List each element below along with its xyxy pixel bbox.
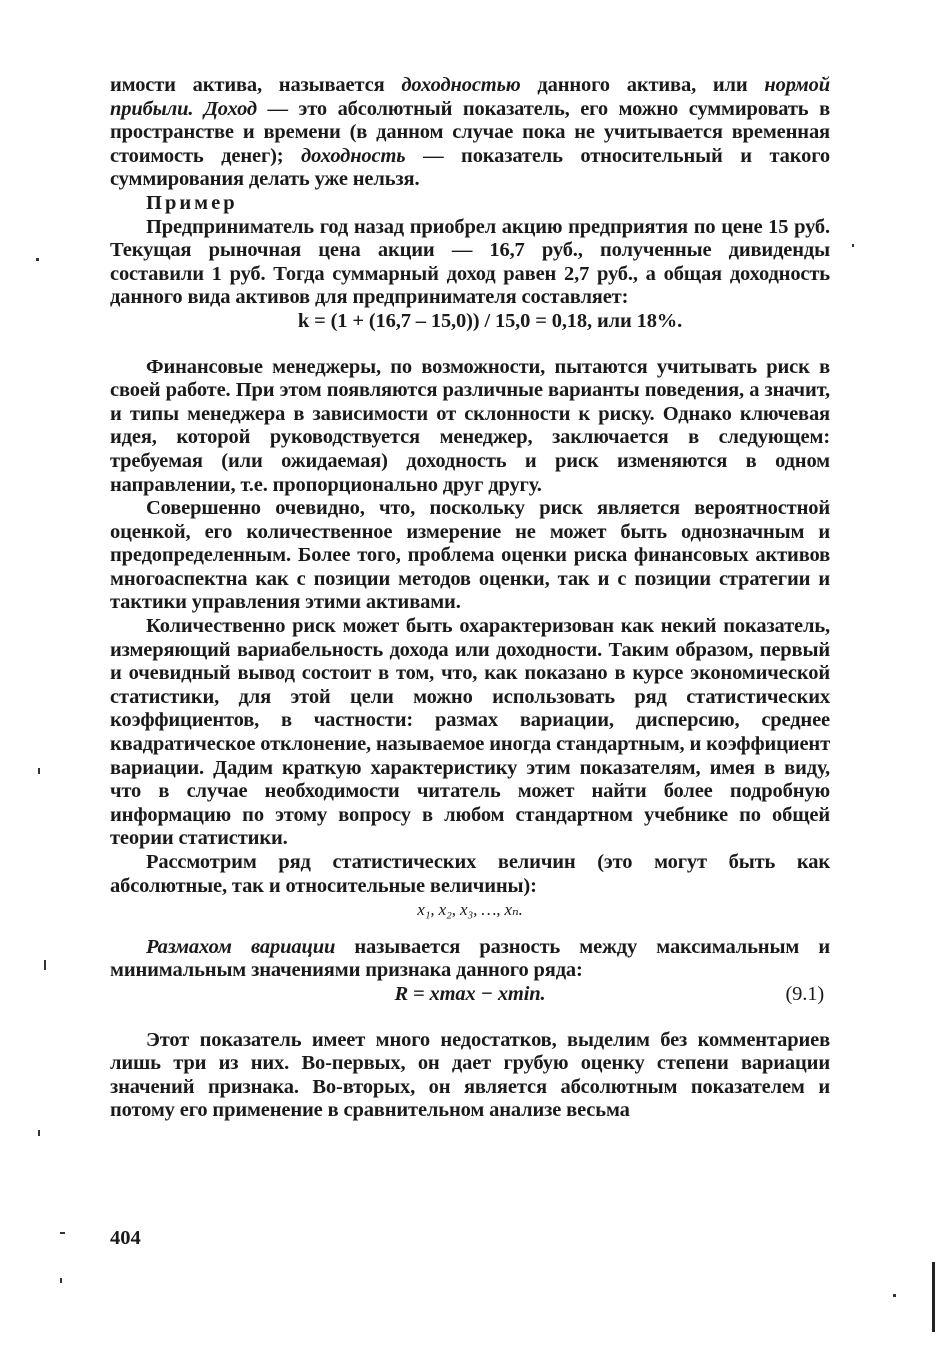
paragraph-1 xyxy=(110,74,830,192)
term-dokhodnost: доходность xyxy=(301,144,406,167)
term-dokhodnost: доходностью xyxy=(401,74,521,96)
paragraph-4: Совершенно очевидно, что, поскольку риск является вероятностной оценкой, его количественное измерение не может быть однозначным и предопределенным. Более того, проблема оценки риска финансовых активов многоаспектна как с позиции методов оценки, так и с позиции стратегии и тактики управления этими активами. xyxy=(110,497,830,614)
paragraph-6: Рассмотрим ряд статистических величин (это могут быть как абсолютные, так и относительные величины): xyxy=(110,851,830,897)
page-text xyxy=(110,74,830,1123)
scan-dot xyxy=(36,258,39,261)
term-norma-pribyli: нормой прибыли. Доход xyxy=(110,74,831,120)
scan-dot xyxy=(38,768,40,774)
scan-edge xyxy=(932,1262,935,1332)
text-run: имости актива, называется xyxy=(110,74,402,96)
term-razmakh-variatsii: Размахом вариации xyxy=(146,935,336,958)
paragraph-7 xyxy=(110,936,830,983)
formula-k xyxy=(110,310,830,334)
equation-number: (9.1) xyxy=(785,982,824,1005)
text-run: — это абсолютный показатель, его можно суммировать в пространстве и времени (в данном случае пока не учитывается временная стоимость денег); xyxy=(110,97,830,167)
paragraph-5: Количественно риск может быть охарактеризован как некий показатель, измеряющий вариабельность дохода или доходности. Таким образом, первый и очевидный вывод состоит в том, что, как показано в курсе экономической статистики, для этой цели можно использовать ряд статистических коэффициентов, в частности: размах вариации, дисперсию, среднее квадратическое отклонение, называемое иногда стандартным, и коэффициент вариации. Дадим краткую характеристику этим показателям, имея в виду, что в случае необходимости читатель может найти более подробную информацию по этому вопросу в любом стандартном учебнике по общей теории статистики. xyxy=(110,615,831,850)
text-run: данного актива, или xyxy=(520,74,765,96)
scan-dot xyxy=(852,244,854,247)
formula-sequence: x₁, x₂, x₃, …, xₙ. xyxy=(417,900,523,920)
formula-r-text: R = xmax − xmin. xyxy=(394,982,546,1005)
text-run: называется разность между максимальным и минимальным значениями признака данного ряда: xyxy=(110,935,830,982)
scan-dot xyxy=(44,960,46,970)
scan-dot xyxy=(60,1278,62,1283)
paragraph-3: Финансовые менеджеры, по возможности, пытаются учитывать риск в своей работе. При этом появляются различные варианты поведения, а значит, и типы менеджера в зависимости от склонности к риску. Однако ключевая идея, которой руководствуется менеджер, заключается в следующем: требуемая (или ожидаемая) доходность и риск изменяются в одном направлении, т.е. пропорционально друг другу. xyxy=(110,355,830,496)
paragraph-8: Этот показатель имеет много недостатков, выделим без комментариев лишь три из них. Во-первых, он дает грубую оценку степени вариации значений признака. Во-вторых, он является абсолютным показателем и потому его применение в сравнительном анализе весьма xyxy=(110,1028,830,1122)
formula-k-text: k = (1 + (16,7 – 15,0)) / 15,0 = 0,18, или 18%. xyxy=(297,309,683,332)
scan-dot xyxy=(38,1130,40,1136)
paragraph-example: Предприниматель год назад приобрел акцию предприятия по цене 15 руб. Текущая рыночная цена акции — 16,7 руб., полученные дивиденды составили 1 руб. Тогда суммарный доход равен 2,7 руб., а общая доходность данного вида активов для предпринимателя составляет: xyxy=(110,215,830,309)
page-number: 404 xyxy=(110,1227,141,1249)
scan-dot xyxy=(60,1232,65,1234)
example-heading: Пример xyxy=(146,191,238,214)
formula-r xyxy=(110,983,830,1007)
text-run: — показатель относительный и такого суммирования делать уже нельзя. xyxy=(110,144,830,191)
scan-dot xyxy=(893,1294,896,1297)
